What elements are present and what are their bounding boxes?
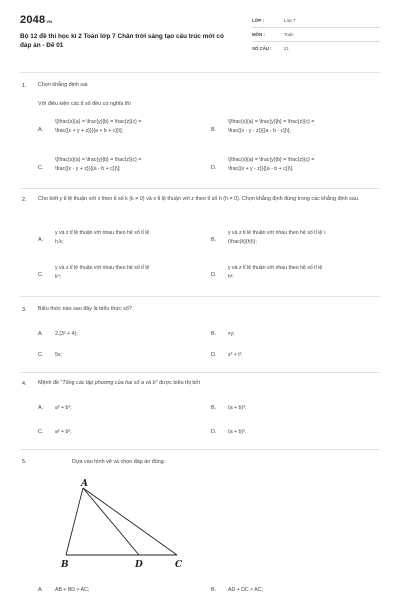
option-letter: D. xyxy=(211,165,217,171)
option-a[interactable]: AB + BD > AC; xyxy=(55,587,90,593)
segment-ac xyxy=(83,488,177,555)
segment-ab xyxy=(66,488,83,555)
divider xyxy=(20,188,380,189)
question-number: 5. xyxy=(22,459,27,465)
option-a[interactable]: 2.(3² + 4); xyxy=(55,331,78,337)
option-a[interactable]: y và z tỉ lệ thuận với nhau theo hệ số tỉ lệ h.k; xyxy=(55,230,150,245)
divider xyxy=(20,372,380,373)
option-letter: B. xyxy=(211,331,217,337)
vertex-label-b: B xyxy=(61,560,69,570)
option-letter: C. xyxy=(38,272,44,278)
option-c[interactable]: a² + b²; xyxy=(55,429,72,435)
question-number: 4. xyxy=(22,381,27,387)
option-letter: D. xyxy=(211,352,217,358)
document-title: Bộ 12 đề thi học kì 2 Toán lớp 7 Chân trời sáng tạo cấu trúc mới có đáp án - Đề 01 xyxy=(20,33,224,49)
question-text: Chọn khẳng định sai: xyxy=(38,82,89,88)
option-letter: A. xyxy=(38,587,44,593)
vertex-label-a: A xyxy=(81,479,88,489)
option-letter: C. xyxy=(38,352,44,358)
page-header: 2048VN Bộ 12 đề thi học kì 2 Toán lớp 7 Chân trời sáng tạo cấu trúc mới có đáp án - Đề 01 LỚP : Lớp 7 MÔN : Toán SỐ CÂU : 21 xyxy=(0,0,400,68)
option-b[interactable]: xy; xyxy=(228,331,235,337)
option-letter: B. xyxy=(211,405,217,411)
question-number: 2. xyxy=(22,197,27,203)
option-letter: C. xyxy=(38,165,44,171)
divider xyxy=(20,296,380,297)
option-letter: D. xyxy=(211,429,217,435)
option-a[interactable]: a³ + b³; xyxy=(55,405,72,411)
option-letter: D. xyxy=(211,272,217,278)
option-c[interactable]: y và z tỉ lệ thuận với nhau theo hệ số tỉ lệ kʰ; xyxy=(55,265,150,280)
divider xyxy=(252,41,380,42)
option-letter: A. xyxy=(38,405,44,411)
option-d[interactable]: z² + t³. xyxy=(228,352,243,358)
triangle-figure xyxy=(55,475,205,570)
option-letter: A. xyxy=(38,331,44,337)
option-letter: B. xyxy=(211,237,217,243)
option-letter: C. xyxy=(38,429,44,435)
option-a[interactable]: \[\frac{x}{a} = \frac{y}{b} = \frac{z}{c} = \frac{{x + y + z}}{{a + b + c}}\]; xyxy=(55,119,142,134)
option-c[interactable]: 5x; xyxy=(55,352,62,358)
option-letter: A. xyxy=(38,127,44,133)
divider xyxy=(20,72,380,73)
vertex-label-d: D xyxy=(135,560,143,570)
option-d[interactable]: \[\frac{x}{a} = \frac{y}{b} = \frac{z}{c} = \frac{{x + y - z}}{{a - b + c}}\]. xyxy=(228,157,315,172)
question-text: Mệnh đề "Tổng các lập phương của hai số a và b" được biểu thị bởi xyxy=(38,380,201,386)
question-subtext: Với điều kiện các tỉ số đều có nghĩa thì xyxy=(38,101,131,107)
option-b[interactable]: \[\frac{x}{a} = \frac{y}{b} = \frac{z}{c} = \frac{{x - y - z}}{{a - b - c}}\]; xyxy=(228,119,315,134)
option-letter: B. xyxy=(211,127,217,133)
option-d[interactable]: y và z tỉ lệ thuận với nhau theo hệ số tỉ lệ hᵏ. xyxy=(228,265,323,280)
question-text: Dựa vào hình vẽ và chọn đáp án đúng. xyxy=(72,459,166,465)
question-text: Biểu thức nào sau đây là biểu thức số? xyxy=(38,306,132,312)
vertex-label-c: C xyxy=(175,560,183,570)
question-number: 3. xyxy=(22,307,27,313)
option-letter: A. xyxy=(38,237,44,243)
site-logo[interactable]: 2048VN xyxy=(20,14,53,26)
divider xyxy=(20,449,380,450)
option-letter: B. xyxy=(211,587,217,593)
divider xyxy=(252,27,380,28)
question-number: 1. xyxy=(22,83,27,89)
option-b[interactable]: y và z tỉ lệ thuận với nhau theo hệ số tỉ lệ \ (\frac{k}{h}\); xyxy=(228,230,326,245)
option-b[interactable]: AD + DC > AC; xyxy=(228,587,263,593)
option-b[interactable]: (a + b)³; xyxy=(228,405,247,411)
option-d[interactable]: (a + b)². xyxy=(228,429,247,435)
question-text: Cho biết y tỉ lệ thuận với x theo tỉ số k (k ≠ 0) và x tỉ lệ thuận với z theo tỉ số h (h ≠ 0). Chọn khẳng định đúng trong các khẳng định sau. xyxy=(38,196,360,202)
option-c[interactable]: \[\frac{x}{a} = \frac{y}{b} = \frac{z}{c} = \frac{{x - y + z}}{{a - b + c}}\]; xyxy=(55,157,142,172)
